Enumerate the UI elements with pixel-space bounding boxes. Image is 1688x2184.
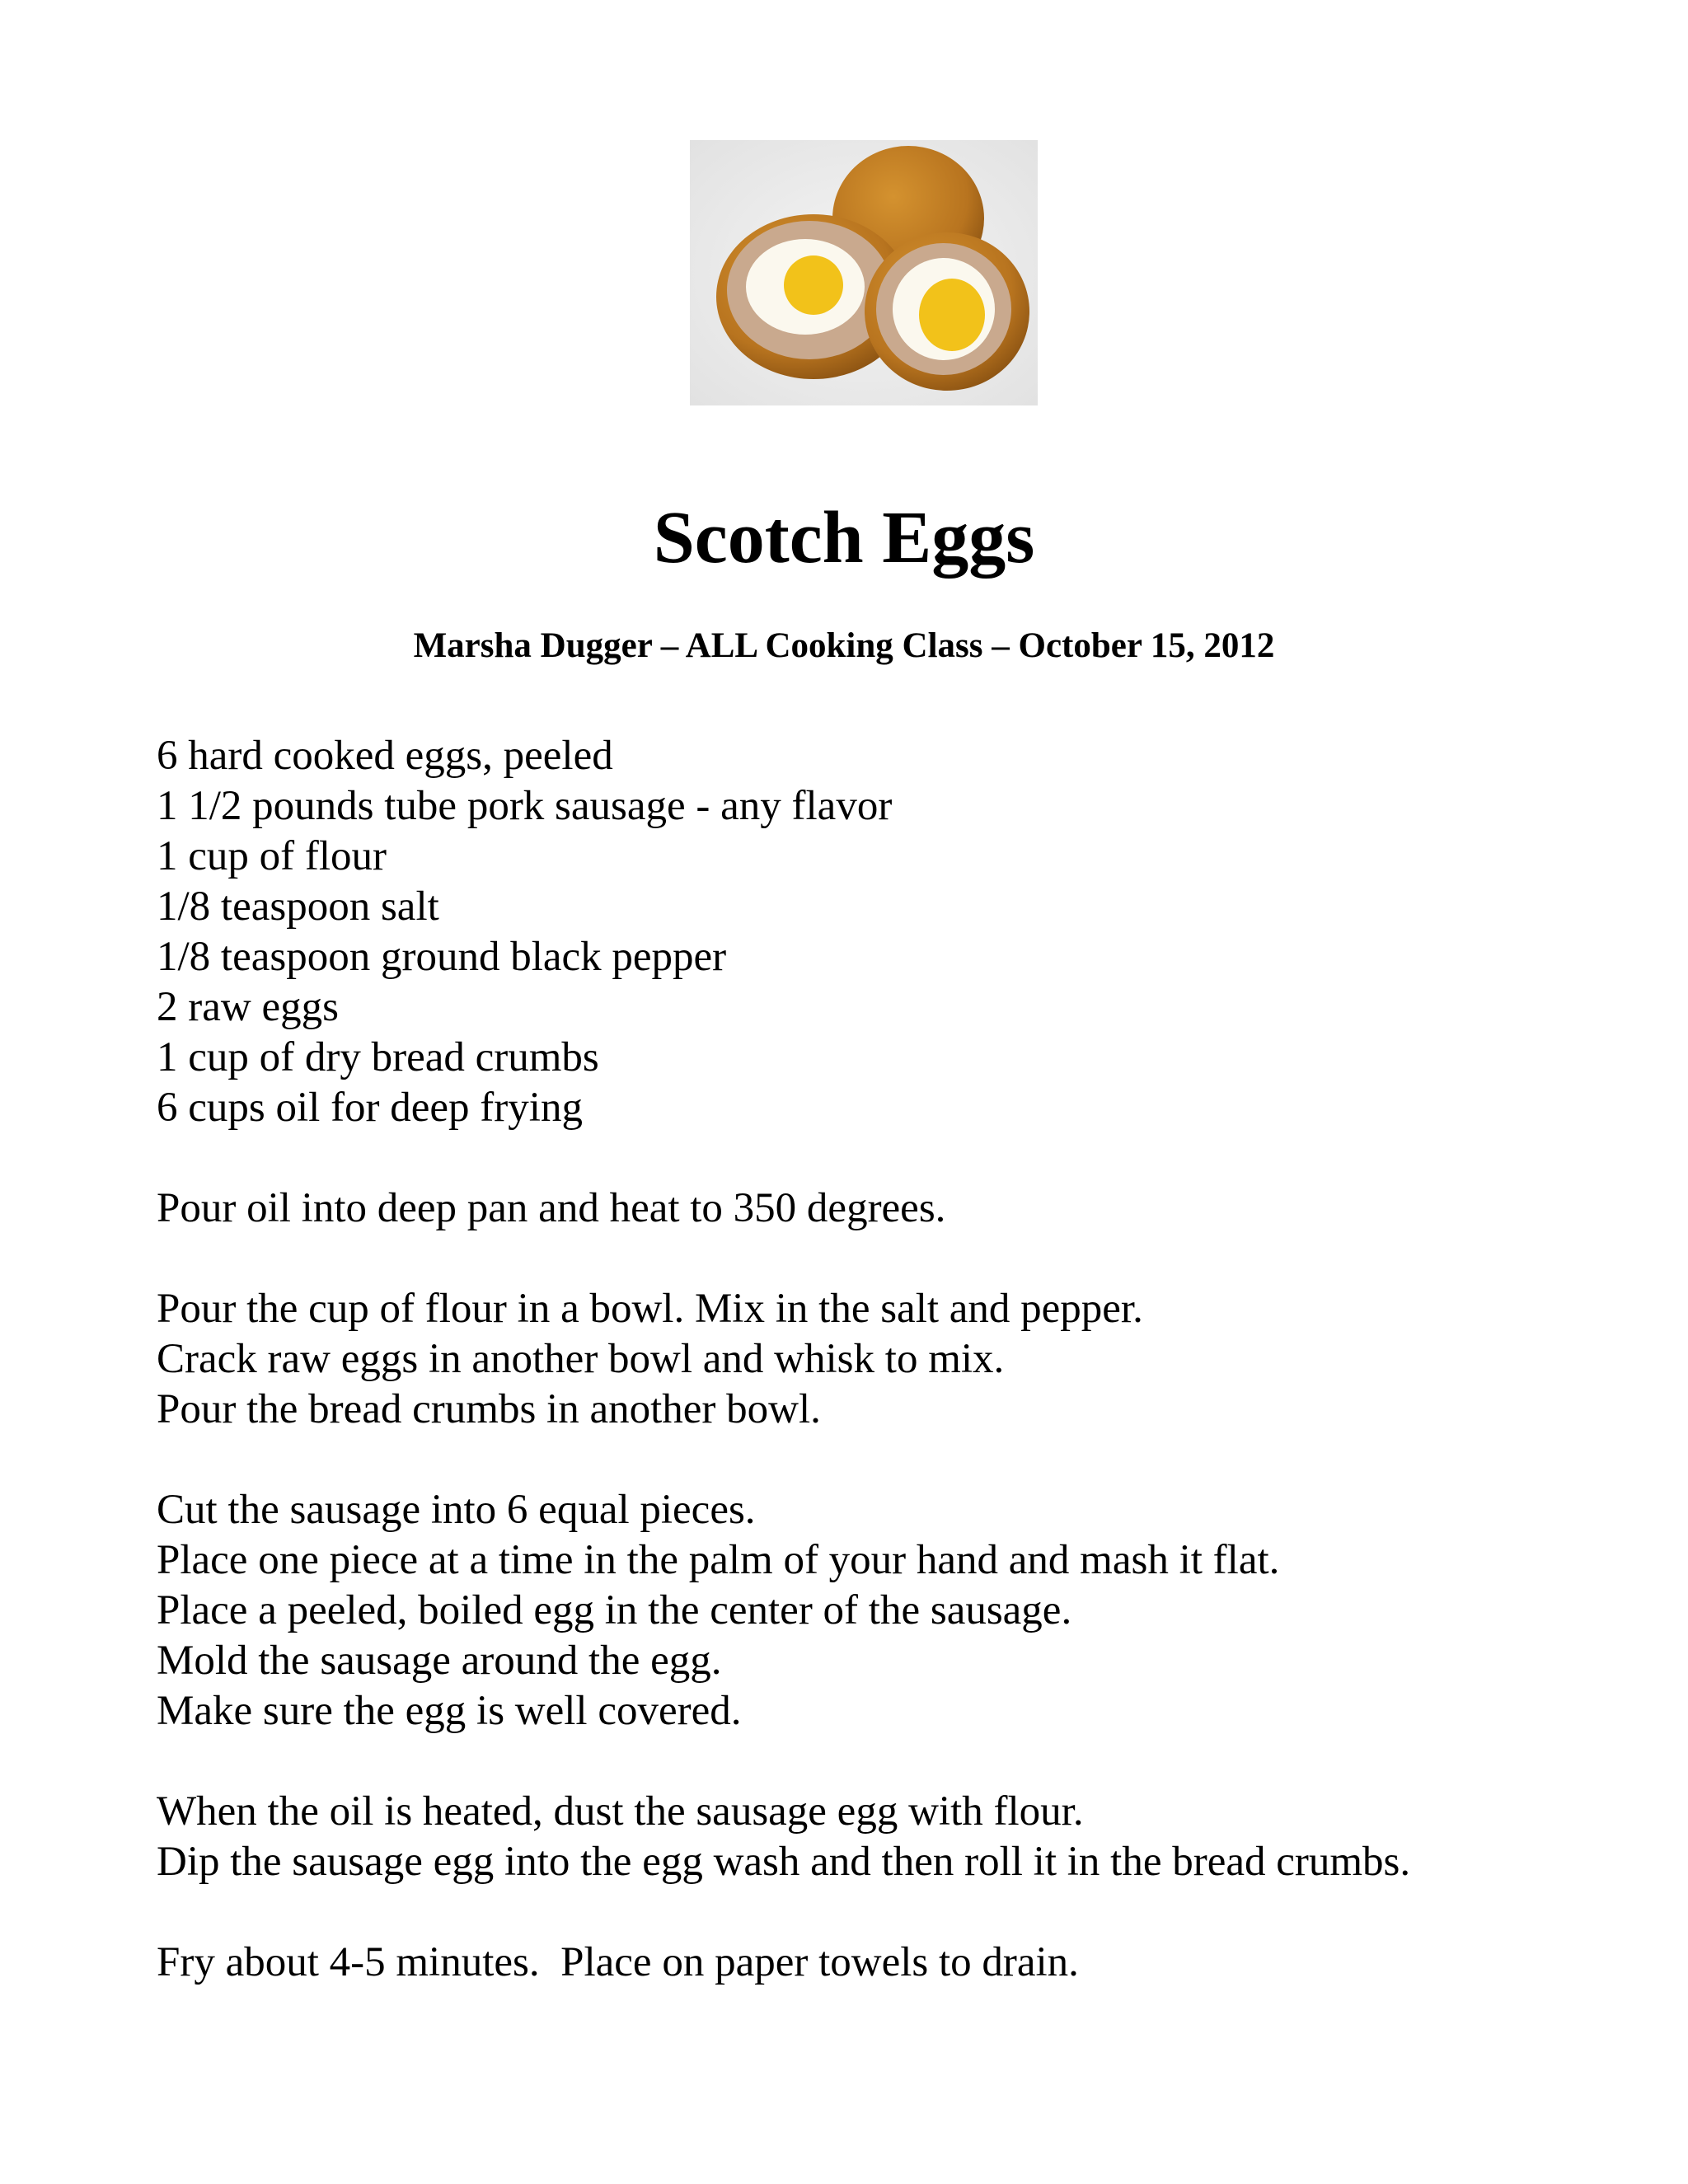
ingredient-item: 6 hard cooked eggs, peeled — [157, 733, 613, 779]
instruction-line: Make sure the egg is well covered. — [157, 1688, 742, 1734]
instruction-line: Dip the sausage egg into the egg wash and then roll it in the bread crumbs. — [157, 1839, 1411, 1885]
ingredient-item: 1 cup of dry bread crumbs — [157, 1034, 599, 1080]
ingredient-item: 1 1/2 pounds tube pork sausage - any flavor — [157, 783, 893, 829]
scotch-eggs-photo — [690, 140, 1038, 405]
step-coat-eggs — [157, 1787, 1558, 1887]
ingredient-list — [157, 731, 1558, 1133]
recipe-byline: Marsha Dugger – ALL Cooking Class – October 15, 2012 — [413, 626, 1275, 665]
instruction-line: Mold the sausage around the egg. — [157, 1638, 722, 1684]
step-fry-eggs — [157, 1938, 1558, 1988]
ingredient-item: 2 raw eggs — [157, 984, 339, 1030]
halved-egg-left-yolk — [784, 255, 843, 315]
instruction-line: Pour the cup of flour in a bowl. Mix in the salt and pepper. — [157, 1286, 1143, 1332]
ingredient-item: 6 cups oil for deep frying — [157, 1085, 583, 1131]
step-shape-eggs — [157, 1485, 1558, 1736]
ingredient-item: 1 cup of flour — [157, 833, 387, 879]
instruction-line: Cut the sausage into 6 equal pieces. — [157, 1487, 756, 1533]
instruction-line: When the oil is heated, dust the sausage egg with flour. — [157, 1788, 1084, 1835]
instruction-line: Crack raw eggs in another bowl and whisk to mix. — [157, 1336, 1005, 1382]
instruction-line: Fry about 4-5 minutes. Place on paper towels to drain. — [157, 1939, 1079, 1985]
scotch-eggs-illustration — [690, 140, 1038, 405]
instruction-line: Pour oil into deep pan and heat to 350 degrees. — [157, 1185, 946, 1231]
ingredient-item: 1/8 teaspoon ground black pepper — [157, 934, 727, 980]
recipe-title: Scotch Eggs — [653, 497, 1035, 579]
instruction-line: Pour the bread crumbs in another bowl. — [157, 1386, 821, 1432]
instruction-line: Place a peeled, boiled egg in the center of the sausage. — [157, 1587, 1072, 1633]
ingredient-item: 1/8 teaspoon salt — [157, 883, 439, 930]
halved-egg-right-yolk — [919, 279, 985, 351]
step-heat-oil — [157, 1183, 1558, 1234]
step-prepare-bowls — [157, 1284, 1558, 1435]
instruction-line: Place one piece at a time in the palm of your hand and mash it flat. — [157, 1537, 1280, 1583]
